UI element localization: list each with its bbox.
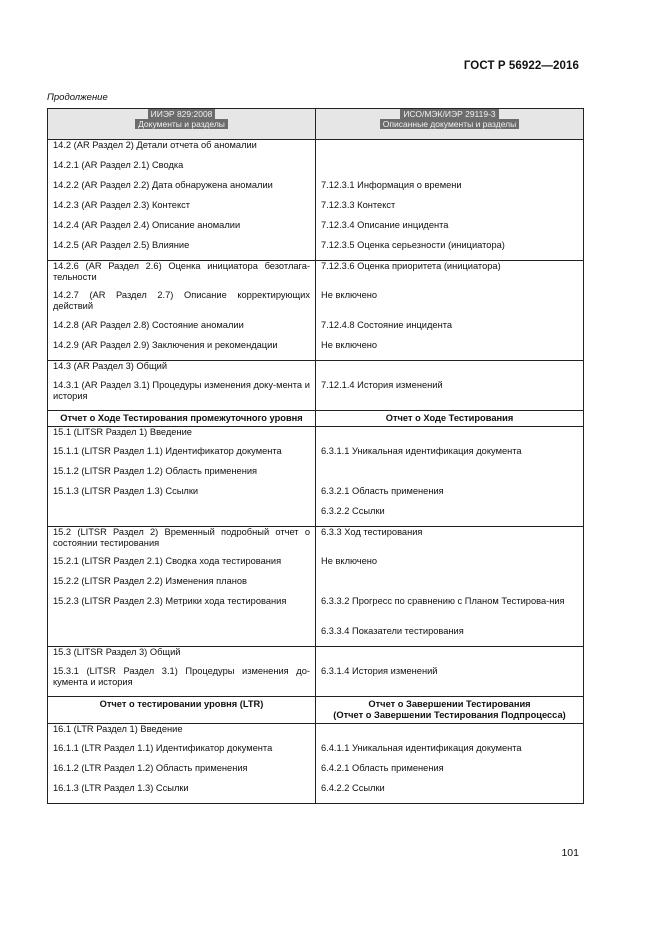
table-row — [48, 140, 584, 160]
section-heading-ieee: Отчет о Ходе Тестирования промежуточного уровня — [48, 410, 316, 426]
iso-cell — [316, 723, 584, 743]
table-row — [48, 260, 584, 290]
table-row — [48, 506, 584, 526]
table-row — [48, 360, 584, 380]
table-row — [48, 783, 584, 803]
column-header-ieee-caption: Документы и разделы — [135, 119, 228, 129]
table-row — [48, 556, 584, 576]
ieee-cell: 15.1.1 (LITSR Раздел 1.1) Идентификатор документа — [48, 446, 316, 466]
section-heading-ieee-line: Отчет о тестировании уровня (LTR) — [99, 698, 264, 709]
table-header-row — [48, 109, 584, 140]
table-row — [48, 526, 584, 556]
ieee-cell: 16.1.2 (LTR Раздел 1.2) Область применения — [48, 763, 316, 783]
iso-cell: 6.3.2.2 Ссылки — [316, 506, 584, 526]
ieee-cell: 15.1 (LITSR Раздел 1) Введение — [48, 426, 316, 446]
iso-cell: 6.3.2.1 Область применения — [316, 486, 584, 506]
ieee-cell: 14.2.4 (AR Раздел 2.4) Описание аномалии — [48, 220, 316, 240]
table-row — [48, 446, 584, 466]
iso-cell: 6.4.2.1 Область применения — [316, 763, 584, 783]
comparison-table — [47, 108, 584, 804]
ieee-cell: 14.2.8 (AR Раздел 2.8) Состояние аномалии — [48, 320, 316, 340]
ieee-cell: 15.3.1 (LITSR Раздел 3.1) Процедуры изменения до-кумента и история — [48, 666, 316, 696]
iso-cell — [316, 360, 584, 380]
iso-cell: 7.12.4.8 Состояние инцидента — [316, 320, 584, 340]
iso-cell: 7.12.1.4 История изменений — [316, 380, 584, 410]
iso-cell: 7.12.3.4 Описание инцидента — [316, 220, 584, 240]
table-row — [48, 160, 584, 180]
column-header-iso — [316, 109, 584, 140]
ieee-cell: 14.2.2 (AR Раздел 2.2) Дата обнаружена аномалии — [48, 180, 316, 200]
iso-cell — [316, 646, 584, 666]
iso-cell: 6.3.3 Ход тестирования — [316, 526, 584, 556]
iso-cell — [316, 576, 584, 596]
ieee-cell: 15.3 (LITSR Раздел 3) Общий — [48, 646, 316, 666]
section-heading-iso-line1: Отчет о Завершении Тестирования — [368, 698, 531, 709]
section-heading-row — [48, 696, 584, 723]
table-row — [48, 426, 584, 446]
table-row — [48, 666, 584, 696]
column-header-iso-standard: ИСО/МЭК/ИЭР 29119-3 — [400, 109, 498, 119]
iso-cell: 6.4.2.2 Ссылки — [316, 783, 584, 803]
column-header-ieee — [48, 109, 316, 140]
iso-cell: 6.4.1.1 Уникальная идентификация документа — [316, 743, 584, 763]
ieee-cell: 14.2.1 (AR Раздел 2.1) Сводка — [48, 160, 316, 180]
ieee-cell: 14.2 (AR Раздел 2) Детали отчета об аномалии — [48, 140, 316, 160]
ieee-cell: 15.1.3 (LITSR Раздел 1.3) Ссылки — [48, 486, 316, 506]
table-row — [48, 743, 584, 763]
table-row — [48, 380, 584, 410]
table-row — [48, 340, 584, 360]
document-code: ГОСТ Р 56922—2016 — [463, 60, 579, 72]
iso-cell: Не включено — [316, 340, 584, 360]
iso-cell — [316, 466, 584, 486]
table-row — [48, 200, 584, 220]
column-header-iso-caption: Описанные документы и разделы — [380, 119, 519, 129]
iso-cell: 7.12.3.3 Контекст — [316, 200, 584, 220]
iso-cell: 7.12.3.6 Оценка приоритета (инициатора) — [316, 260, 584, 290]
ieee-cell: 14.3 (AR Раздел 3) Общий — [48, 360, 316, 380]
iso-cell: 7.12.3.5 Оценка серьезности (инициатора) — [316, 240, 584, 260]
table-row — [48, 763, 584, 783]
ieee-cell: 15.2.1 (LITSR Раздел 2.1) Сводка хода тестирования — [48, 556, 316, 576]
section-heading-row — [48, 410, 584, 426]
ieee-cell: 15.2.2 (LITSR Раздел 2.2) Изменения планов — [48, 576, 316, 596]
ieee-cell: 16.1.3 (LTR Раздел 1.3) Ссылки — [48, 783, 316, 803]
table-row — [48, 596, 584, 626]
ieee-cell: 14.3.1 (AR Раздел 3.1) Процедуры изменения доку-мента и история — [48, 380, 316, 410]
page-number: 101 — [561, 847, 579, 859]
ieee-cell: 15.2.3 (LITSR Раздел 2.3) Метрики хода тестирования — [48, 596, 316, 626]
ieee-cell: 16.1.1 (LTR Раздел 1.1) Идентификатор документа — [48, 743, 316, 763]
ieee-cell: 14.2.9 (AR Раздел 2.9) Заключения и рекомендации — [48, 340, 316, 360]
table-row — [48, 180, 584, 200]
ieee-cell — [48, 626, 316, 646]
ieee-cell: 14.2.7 (AR Раздел 2.7) Описание корректирующих действий — [48, 290, 316, 320]
iso-cell: Не включено — [316, 556, 584, 576]
ieee-cell: 14.2.5 (AR Раздел 2.5) Влияние — [48, 240, 316, 260]
ieee-cell — [48, 506, 316, 526]
iso-cell: 6.3.1.1 Уникальная идентификация документа — [316, 446, 584, 466]
iso-cell: 6.3.3.4 Показатели тестирования — [316, 626, 584, 646]
table-row — [48, 220, 584, 240]
table-row — [48, 290, 584, 320]
table-row — [48, 486, 584, 506]
table-row — [48, 646, 584, 666]
ieee-cell: 14.2.3 (AR Раздел 2.3) Контекст — [48, 200, 316, 220]
table-row — [48, 576, 584, 596]
table-row — [48, 723, 584, 743]
table-row — [48, 320, 584, 340]
iso-cell: 7.12.3.1 Информация о времени — [316, 180, 584, 200]
iso-cell — [316, 426, 584, 446]
ieee-cell: 14.2.6 (AR Раздел 2.6) Оценка инициатора безотлага-тельности — [48, 260, 316, 290]
section-heading-iso: Отчет о Ходе Тестирования — [316, 410, 584, 426]
section-heading-iso — [316, 696, 584, 723]
ieee-cell: 16.1 (LTR Раздел 1) Введение — [48, 723, 316, 743]
section-heading-ieee — [48, 696, 316, 723]
iso-cell — [316, 160, 584, 180]
section-heading-iso-line2: (Отчет о Завершении Тестирования Подпроцесса) — [333, 709, 566, 720]
iso-cell — [316, 140, 584, 160]
iso-cell: Не включено — [316, 290, 584, 320]
table-row — [48, 466, 584, 486]
iso-cell: 6.3.1.4 История изменений — [316, 666, 584, 696]
table-row — [48, 240, 584, 260]
iso-cell: 6.3.3.2 Прогресс по сравнению с Планом Тестирова-ния — [316, 596, 584, 626]
continuation-label: Продолжение — [47, 92, 108, 103]
ieee-cell: 15.2 (LITSR Раздел 2) Временный подробный отчет о состоянии тестирования — [48, 526, 316, 556]
column-header-ieee-standard: ИИЭР 829:2008 — [148, 109, 216, 119]
ieee-cell: 15.1.2 (LITSR Раздел 1.2) Область применения — [48, 466, 316, 486]
table-row — [48, 626, 584, 646]
